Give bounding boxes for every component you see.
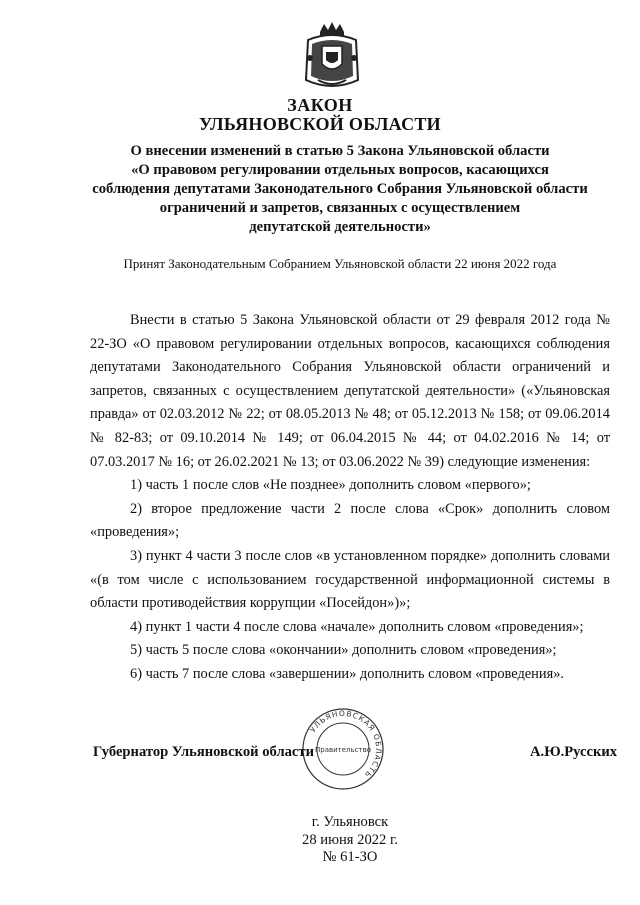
subtitle-line: депутатской деятельности» (249, 219, 431, 235)
signatory-title: Губернатор Ульяновской области (93, 744, 314, 760)
document-number: № 61-ЗО (322, 849, 378, 865)
city: г. Ульяновск (311, 814, 389, 830)
amendment-item: 3) пункт 4 части 3 после слов «в установленном порядке» дополнить словами «(в том числе с использованием государственной информационной системы в области противодействия коррупции «Посейдон»)»; (90, 547, 610, 612)
seal-ring-text: УЛЬЯНОВСКАЯ ОБЛАСТЬ (308, 708, 384, 780)
document-footer (250, 814, 450, 867)
amendment-item: 6) часть 7 после слова «завершении» дополнить словом «проведения». (130, 665, 564, 682)
law-subtitle (60, 142, 620, 237)
seal-center-text: Правительство (315, 746, 371, 754)
amendment-item: 5) часть 5 после слова «окончании» дополнить словом «проведения»; (130, 642, 557, 659)
document-date: 28 июня 2022 г. (302, 831, 398, 848)
subtitle-line: О внесении изменений в статью 5 Закона Ульяновской области (130, 143, 550, 159)
adoption-note: Принят Законодательным Собранием Ульяновской области 22 июня 2022 года (123, 256, 557, 271)
signatory-name: А.Ю.Русских (530, 744, 618, 760)
amendment-item: 4) пункт 1 части 4 после слова «начале» дополнить словом «проведения»; (130, 618, 584, 635)
amendment-item: 2) второе предложение части 2 после слова «Срок» дополнить словом «проведения»; (90, 500, 610, 541)
law-title: ЗАКОН (287, 95, 353, 115)
law-region: УЛЬЯНОВСКОЙ ОБЛАСТИ (199, 114, 441, 134)
coat-of-arms-icon (300, 18, 364, 92)
amendment-item: 1) часть 1 после слов «Не позднее» дополнить словом «первого»; (130, 477, 531, 494)
subtitle-line: «О правовом регулировании отдельных вопросов, касающихся (131, 162, 549, 178)
svg-text:УЛЬЯНОВСКАЯ ОБЛАСТЬ (308, 709, 383, 780)
law-body (90, 309, 610, 687)
subtitle-line: соблюдения депутатами Законодательного Собрания Ульяновской области (92, 181, 588, 197)
intro-paragraph: Внести в статью 5 Закона Ульяновской области от 29 февраля 2012 года № 22-ЗО «О правовом регулировании отдельных вопросов, касающихся соблюдения депутатами Законодательного Собрания Ульяновской области ограничений и запретов, связанных с осуществлением депутатской деятельности» («Ульяновская правда» от 02.03.2012 № 22; от 08.05.2013 № 48; от 05.12.2013 № 158; от 09.06.2014 № 82-83; от 09.10.2014 № 149; от 06.04.2015 № 44; от 04.02.2016 № 14; от 07.03.2017 № 16; от 26.02.2021 № 13; от 03.06.2022 № 39) следующие изменения: (90, 312, 610, 470)
subtitle-line: ограничений и запретов, связанных с осуществлением (159, 200, 521, 216)
